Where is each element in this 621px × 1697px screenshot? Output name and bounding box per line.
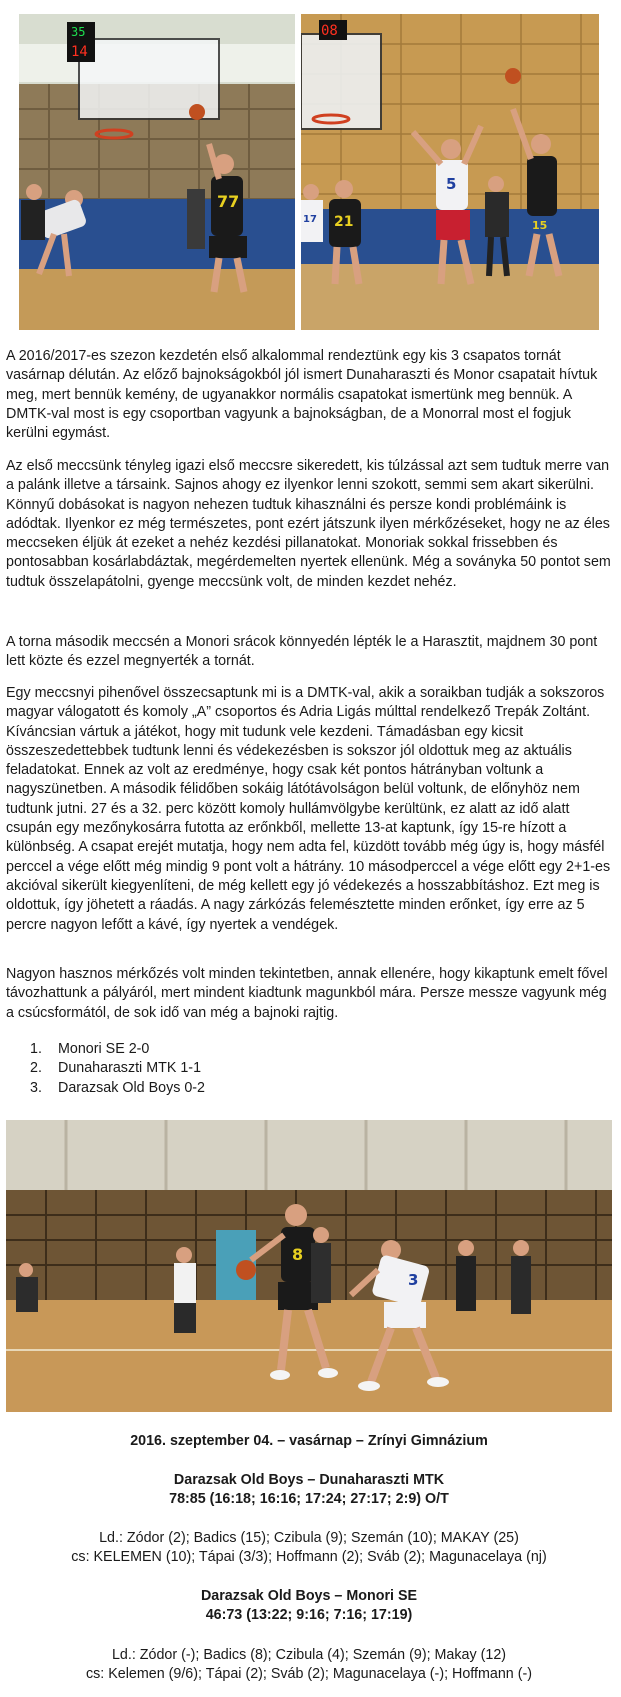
article-paragraph-first-game: Az első meccsünk tényleg igazi első meccsre sikeredett, kis túlzással azt sem tudtuk merre van a palánk illetve a társaink. Sajnos ahogy ez ilyenkor lenni szokott, semmi sem akart sikerülni. Könnyű dobásokat is nagyon nehezen tudtuk kihasználni és persze kondi problémáink is adódtak. Ilyenkor ez még természetes, pont ezért játszunk ilyen mérkőzéseket, hogy ne az éles meccseken éljük át ezeket a nehéz kezdési pillanatokat. Monoriak sokkal frissebben és pontosabban kosárlabdáztak, megérdemelten nyertek ellenünk. Még a soványka 50 pontot sem tudtuk összelapátolni, gyenge meccsünk volt, de minden kezdet nehéz. <box>6 458 611 590</box>
standings-item <box>6 1079 306 1098</box>
jersey-number-77: 77 <box>217 192 240 211</box>
photo-player-77-shooting <box>19 14 295 330</box>
game1-title: Darazsak Old Boys – Dunaharaszti MTK <box>173 1472 445 1488</box>
article-paragraph-intro: A 2016/2017-es szezon kezdetén első alkalommal rendeztünk egy kis 3 csapatos tornát vasárnap délután. Az előző bajnokságokból jól ismert Dunaharaszti és Monor csapatait hívtuk meg, mert bennük kemény, de ugyanakkor normális csapatokat ismertünk meg bennük. A DMTK-val most is egy csoportban vagyunk a bajnokságban, de a Monorral most el fogjuk kerülni egymást. <box>6 348 598 442</box>
standings-rank: 2. <box>30 1060 42 1077</box>
standings-team: Darazsak Old Boys 0-2 <box>58 1079 205 1096</box>
game2-bench: cs: Kelemen (9/6); Tápai (2); Sváb (2); Magunacelaya (-); Hoffmann (-) <box>85 1666 533 1682</box>
standings-rank: 3. <box>30 1079 42 1096</box>
scoreboard-top-digits: 35 <box>71 25 86 39</box>
standings-team: Monori SE 2-0 <box>58 1041 150 1057</box>
game1-starters: Ld.: Zódor (2); Badics (15); Czibula (9); Szemán (10); MAKAY (25) <box>99 1530 519 1546</box>
game2-title: Darazsak Old Boys – Monori SE <box>200 1588 418 1604</box>
jersey-number-17: 17 <box>303 214 317 225</box>
jersey-number-5: 5 <box>446 175 457 193</box>
game1-score: 78:85 (16:18; 16:16; 17:24; 27:17; 2:9) O/T <box>169 1491 449 1507</box>
standings-item <box>6 1040 306 1059</box>
standings-list <box>6 1040 306 1098</box>
jersey-number-15: 15 <box>532 219 548 232</box>
jersey-number-3: 3 <box>408 1271 419 1289</box>
photo-player-8-dribbling <box>6 1120 612 1412</box>
jersey-number-8: 8 <box>292 1245 304 1264</box>
photo-jump-shot <box>301 14 599 330</box>
article-paragraph-dmtk-game: Egy meccsnyi pihenővel összecsaptunk mi is a DMTK-val, akik a soraikban tudják a sokszoros magyar válogatott és komoly „A” csoportos és Adria Ligás múlttal rendelkező Trepák Zoltánt. Kíváncsian vártuk a játékot, hogy mit tudunk vele kezdeni. Támadásban egy kicsit összeszedettebbek tudtunk lenni és védekezésben is sokszor jól oldottuk meg az aktuális feladatokat. Ennek az volt az eredménye, hogy csak két pontos hátrányban voltunk a nagyszünetben. A második félidőben sokáig látótávolságon belül voltunk, de előnyhöz nem tudtunk jutni. 27 és a 32. perc között komoly hullámvölgybe kerültünk, ez alatt az idő alatt csupán egy mezőnykosárra futotta az erőnkből, mellette 13-at kaptunk, így 15-re hízott a különbség. A csapat erejét mutatja, hogy nem adta fel, küzdött tovább még úgy is, hogy másfél perccel a vége előtt még mindig 9 pont volt a hátrány. 10 másodperccel a vége előtt egy 2+1-es akcióval sikerült kiegyenlíteni, de még kellett egy jó védekezés a hosszabbításhoz. Ezt meg is oldottuk, így jöhetett a ráadás. A nagy zárkózás felemésztette minden erőnket, így erre az 5 percre nagyon lefőtt a kávé, így nyertek a vendégek. <box>6 685 611 933</box>
scoreboard-bottom-digits: 14 <box>71 44 88 60</box>
standings-team: Dunaharaszti MTK 1-1 <box>58 1060 202 1077</box>
scoreboard-digits: 08 <box>321 23 338 39</box>
standings-item <box>6 1059 306 1078</box>
article-paragraph-summary: Nagyon hasznos mérkőzés volt minden tekintetben, annak ellenére, hogy kikaptunk emelt fővel távozhattunk a pályáról, mert mindent kiadtunk magunkból mára. Persze messze vagyunk még a csúcsformától, de sok idő van még a bajnoki rajtig. <box>6 966 608 1021</box>
match-date-line: 2016. szeptember 04. – vasárnap – Zrínyi Gimnázium <box>130 1433 488 1449</box>
game2-score: 46:73 (13:22; 9:16; 7:16; 17:19) <box>205 1607 413 1623</box>
game2-starters: Ld.: Zódor (-); Badics (8); Czibula (4); Szemán (9); Makay (12) <box>111 1647 507 1663</box>
standings-rank: 1. <box>30 1041 42 1057</box>
article-paragraph-second-game: A torna második meccsén a Monori srácok könnyedén lépték le a Harasztit, majdnem 30 pont lett közte és ezzel megnyerték a tornát. <box>6 634 598 670</box>
game1-bench: cs: KELEMEN (10); Tápai (3/3); Hoffmann (2); Sváb (2); Magunacelaya (nj) <box>71 1549 547 1565</box>
jersey-number-21: 21 <box>334 214 354 230</box>
